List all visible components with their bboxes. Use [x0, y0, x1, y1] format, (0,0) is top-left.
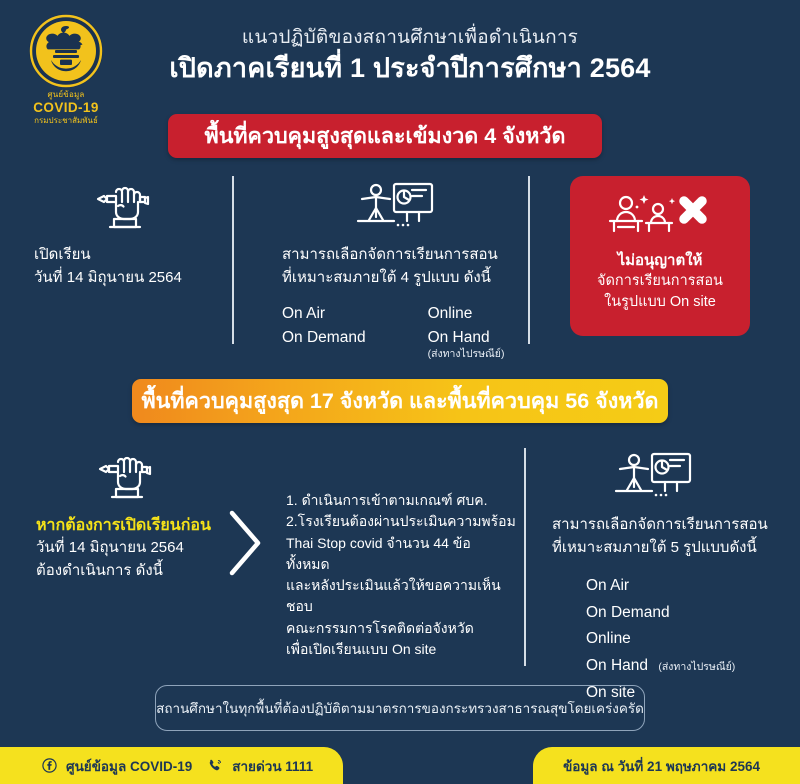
mode-online: Online — [427, 305, 473, 322]
divider-red-2 — [528, 176, 530, 344]
early-open-heading: หากต้องการเปิดเรียนก่อน — [36, 517, 211, 534]
header-title-block — [130, 26, 690, 86]
section-yellow-column-teaching-modes — [552, 448, 792, 706]
logo-caption-top: ศูนย์ข้อมูล — [47, 90, 85, 99]
early-open-line-2: ต้องดำเนินการ ดังนี้ — [36, 561, 163, 579]
requirement-line-2: 2.โรงเรียนต้องผ่านประเมินความพร้อม — [286, 513, 516, 530]
mode-on-hand-note: (ส่งทางไปรษณีย์) — [658, 660, 736, 673]
teaching-modes-5-text-block — [552, 514, 792, 559]
open-date-text-block — [34, 244, 224, 289]
footer-facebook-label[interactable]: ศูนย์ข้อมูล COVID-19 — [66, 758, 193, 774]
footer-left-group — [0, 747, 343, 784]
sparkle-icon — [636, 195, 676, 208]
open-date-line-1: เปิดเรียน — [34, 246, 91, 263]
mode-on-demand: On Demand — [586, 603, 670, 621]
requirements-text-block — [286, 490, 516, 660]
header-subtitle: แนวปฏิบัติของสถานศึกษาเพื่อดำเนินการ — [241, 27, 579, 48]
hand-holding-pencil-icon — [36, 448, 236, 504]
teaching-modes-column-right — [428, 302, 505, 361]
mode-on-demand: On Demand — [282, 329, 366, 347]
facebook-icon[interactable] — [42, 758, 57, 773]
card-line-1: ไม่อนุญาตให้ — [617, 252, 703, 269]
footer-note-text: สถานศึกษาในทุกพื้นที่ต้องปฏิบัติตามมาตรการของกระทรวงสาธารณสุขโดยเคร่งครัด — [156, 701, 644, 716]
students-at-desks-icon — [610, 197, 672, 231]
mode-on-hand: On Hand — [586, 656, 649, 674]
footer-right-group — [533, 747, 800, 784]
card-no-onsite-allowed — [570, 176, 750, 336]
logo-block — [14, 14, 118, 126]
teacher-presenting-board-icon — [282, 178, 522, 234]
teaching-modes-list — [282, 302, 522, 361]
garuda-emblem — [29, 14, 103, 88]
mode-on-air: On Air — [282, 305, 326, 322]
teaching-modes-5-line-1: สามารถเลือกจัดการเรียนการสอน — [552, 516, 768, 533]
mode-on-site: On site — [586, 683, 636, 701]
teaching-modes-column-left — [282, 302, 366, 361]
footer-note-box — [155, 685, 645, 731]
banner-control-zone — [132, 379, 668, 423]
section-red-column-teaching-modes — [282, 178, 522, 361]
teacher-presenting-board-icon — [552, 448, 792, 504]
logo-caption-bottom: กรมประชาสัมพันธ์ — [34, 115, 98, 125]
banner-red-label: พื้นที่ควบคุมสูงสุดและเข้มงวด 4 จังหวัด — [204, 124, 566, 148]
mode-on-hand-row — [586, 653, 792, 680]
requirement-line-1: 1. ดำเนินการเข้าตามเกณฑ์ ศบค. — [286, 492, 488, 508]
early-open-line-1: วันที่ 14 มิถุนายน 2564 — [36, 539, 184, 557]
section-red-column-open-date — [34, 178, 224, 289]
footer-hotline-label[interactable]: สายด่วน 1111 — [232, 758, 314, 774]
mode-on-hand: On Hand — [427, 329, 490, 347]
teaching-modes-line-1: สามารถเลือกจัดการเรียนการสอน — [282, 246, 498, 263]
teaching-modes-text-block — [282, 244, 522, 289]
mode-online: Online — [586, 630, 631, 648]
chevron-right-icon — [222, 505, 268, 581]
card-line-2: จัดการเรียนการสอน — [597, 273, 723, 289]
divider-red-1 — [232, 176, 234, 344]
requirement-line-6: เพื่อเปิดเรียนแบบ On site — [286, 640, 437, 657]
requirement-line-4: และหลังประเมินแล้วให้ขอความเห็นชอบ — [286, 577, 501, 615]
mode-on-hand-note: (ส่งทางไปรษณีย์) — [427, 348, 505, 361]
section-yellow-column-requirements — [286, 490, 516, 660]
footer-date-label: ข้อมูล ณ วันที่ 21 พฤษภาคม 2564 — [563, 758, 760, 774]
phone-icon[interactable] — [207, 758, 223, 774]
early-open-text-block — [36, 537, 236, 582]
requirement-line-3: Thai Stop covid จำนวน 44 ข้อ ทั้งหมด — [286, 534, 471, 572]
logo-caption-mid: COVID-19 — [33, 100, 99, 115]
banner-yellow-label: พื้นที่ควบคุมสูงสุด 17 จังหวัด และพื้นที่ควบคุม 56 จังหวัด — [141, 389, 659, 413]
teaching-modes-5-line-2: ที่เหมาะสมภายใต้ 5 รูปแบบดังนี้ — [552, 538, 757, 556]
cross-x-icon — [684, 201, 702, 219]
banner-strict-control-zone — [168, 114, 602, 158]
section-yellow-column-early-open — [36, 448, 236, 582]
divider-yellow-1 — [524, 448, 526, 666]
open-date-line-2: วันที่ 14 มิถุนายน 2564 — [34, 268, 182, 286]
card-icon-group — [582, 190, 738, 246]
card-line-3: ในรูปแบบ On site — [604, 293, 716, 310]
mode-on-air: On Air — [586, 577, 630, 594]
hand-holding-pencil-icon — [34, 178, 224, 234]
header-title: เปิดภาคเรียนที่ 1 ประจำปีการศึกษา 2564 — [169, 52, 651, 83]
requirement-line-5: คณะกรรมการโรคติดต่อจังหวัด — [286, 619, 474, 636]
teaching-modes-line-2: ที่เหมาะสมภายใต้ 4 รูปแบบ ดังนี้ — [282, 268, 491, 286]
